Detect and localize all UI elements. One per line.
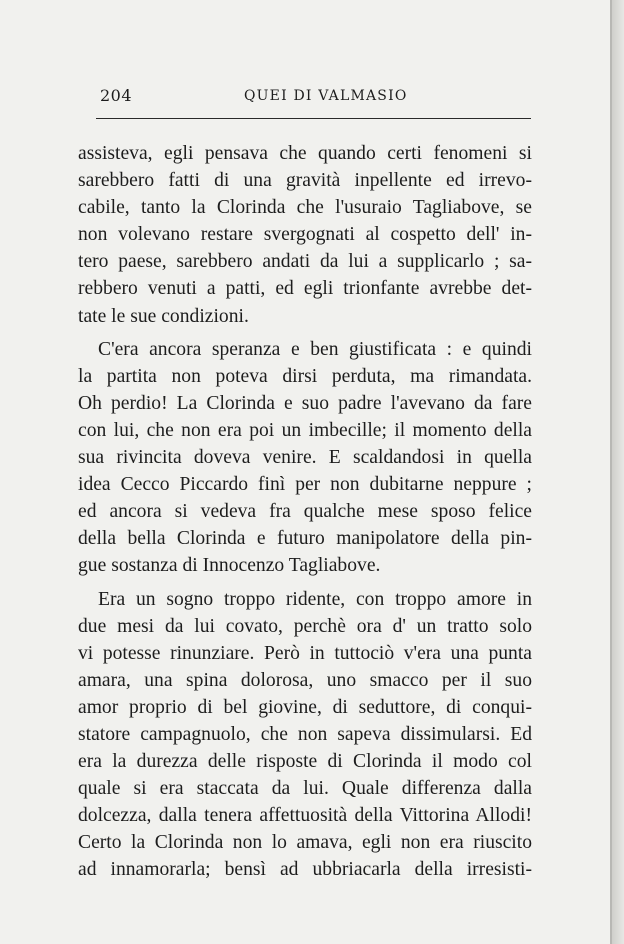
body-text	[78, 140, 532, 884]
text-line: due mesi da lui covato, perchè ora d' un tratto solo	[78, 615, 532, 637]
text-line: rebbero venuti a patti, ed egli trionfante avrebbe det-	[78, 278, 532, 300]
text-line: assisteva, egli pensava che quando certi fenomeni si	[78, 143, 532, 164]
header-rule	[96, 118, 531, 119]
text-line: con lui, che non era poi un imbecille; il momento della	[78, 419, 532, 441]
text-line: quale si era staccata da lui. Quale differenza dalla	[78, 778, 532, 800]
text-line: cabile, tanto la Clorinda che l'usuraio Tagliabove, se	[78, 197, 532, 219]
text-line: amor proprio di bel giovine, di seduttore, di conqui-	[78, 696, 532, 718]
text-line: vi potesse rinunziare. Però in tuttociò v'era una punta	[78, 642, 532, 664]
page-number: 204	[100, 86, 133, 105]
text-line: non volevano restare svergognati al cospetto dell' in-	[78, 224, 532, 246]
text-line: gue sostanza di Innocenzo Tagliabove.	[78, 555, 381, 577]
text-line: C'era ancora speranza e ben giustificata : e quindi	[98, 338, 532, 360]
text-line: ad innamorarla; bensì ad ubbriacarla della irresisti-	[78, 859, 532, 881]
text-line: era la durezza delle risposte di Clorinda il modo col	[78, 751, 532, 773]
page-header	[96, 86, 531, 110]
running-title: QUEI DI VALMASIO	[244, 88, 408, 104]
text-line: Oh perdio! La Clorinda e suo padre l'avevano da fare	[78, 392, 532, 414]
text-line: statore campagnuolo, che non sapeva dissimularsi. Ed	[78, 723, 532, 745]
text-line: della bella Clorinda e futuro manipolatore della pin-	[78, 528, 532, 550]
text-line: ed ancora si vedeva fra qualche mese sposo felice	[78, 501, 532, 523]
text-line: tate le sue condizioni.	[78, 305, 249, 327]
text-line: dolcezza, dalla tenera affettuosità della Vittorina Allodi!	[78, 805, 532, 827]
text-line: sarebbero fatti di una gravità inpellente ed irrevo-	[78, 170, 532, 192]
text-line: sua rivincita doveva venire. E scaldandosi in quella	[78, 447, 532, 469]
adjacent-page-edge	[612, 0, 624, 944]
text-line: Era un sogno troppo ridente, con troppo amore in	[98, 588, 532, 610]
text-line: amara, una spina dolorosa, uno smacco per il suo	[78, 669, 532, 691]
text-line: idea Cecco Piccardo finì per non dubitarne neppure ;	[78, 474, 532, 496]
text-line: Certo la Clorinda non lo amava, egli non era riuscito	[78, 832, 532, 854]
text-line: tero paese, sarebbero andati da lui a supplicarlo ; sa-	[78, 251, 532, 273]
text-line: la partita non poteva dirsi perduta, ma rimandata.	[78, 365, 532, 387]
